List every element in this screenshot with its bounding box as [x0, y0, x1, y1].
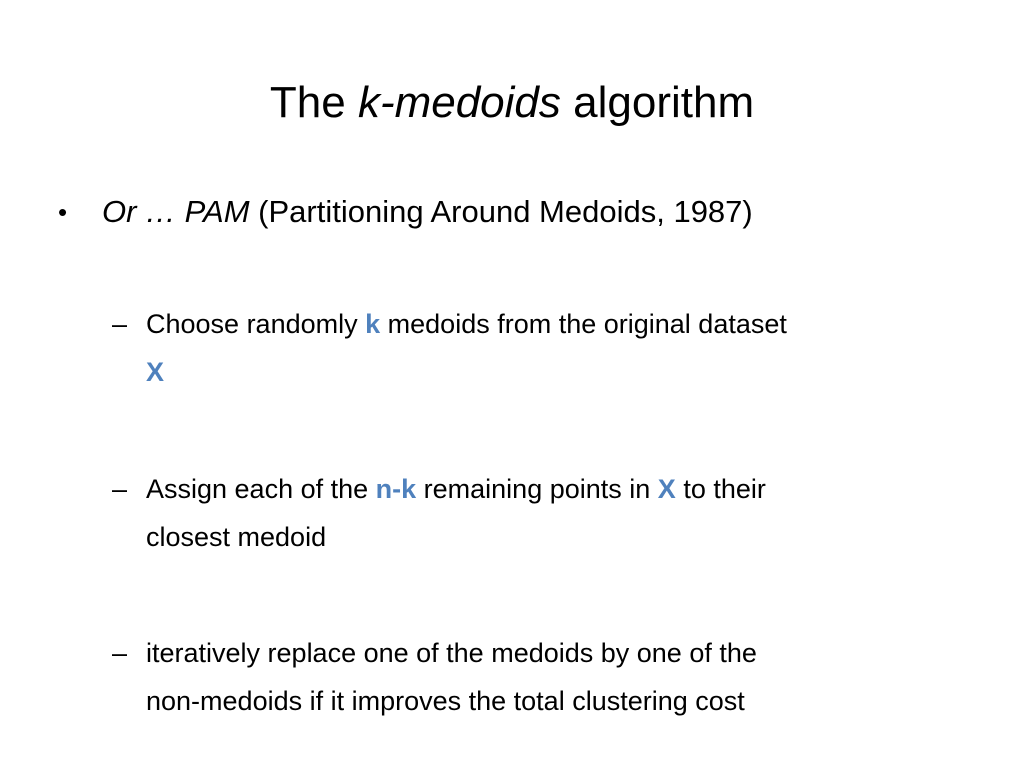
slide-title [0, 72, 1024, 134]
keyword-x: X [146, 357, 165, 387]
sub2-text-b: remaining points in [416, 474, 658, 504]
sub-bullet-line: closest medoid [146, 522, 327, 552]
sub-bullet-line [146, 300, 972, 348]
sub1-text-b: medoids from the original dataset [380, 309, 787, 339]
sub1-text-a: Choose randomly [146, 309, 366, 339]
sub-bullet-marker: – [112, 309, 128, 339]
sub-bullet-marker: – [112, 474, 128, 504]
sub-bullet-marker: – [112, 638, 128, 668]
sub-bullet-line: non-medoids if it improves the total clustering cost [146, 686, 745, 716]
sub-bullet-iterate [112, 629, 972, 725]
title-suffix: algorithm [560, 78, 755, 127]
sub-bullet-line: iteratively replace one of the medoids by one of the [146, 638, 757, 668]
bullet-rest: (Partitioning Around Medoids, 1987) [249, 194, 753, 229]
title-italic: k-medoids [357, 78, 561, 127]
keyword-x: X [657, 474, 676, 504]
keyword-n-k: n-k [375, 474, 417, 504]
bullet-marker: • [58, 197, 68, 227]
bullet-italic: Or … PAM [102, 194, 250, 229]
sub-bullet-assign [112, 465, 972, 561]
sub2-text-c: to their [675, 474, 766, 504]
sub-bullet-line [146, 348, 972, 396]
sub-bullet-choose [112, 300, 972, 396]
sub-bullet-line [146, 465, 972, 513]
bullet-text [102, 186, 753, 238]
sub2-text-a: Assign each of the [146, 474, 376, 504]
title-prefix: The [269, 78, 358, 127]
keyword-k: k [365, 309, 381, 339]
